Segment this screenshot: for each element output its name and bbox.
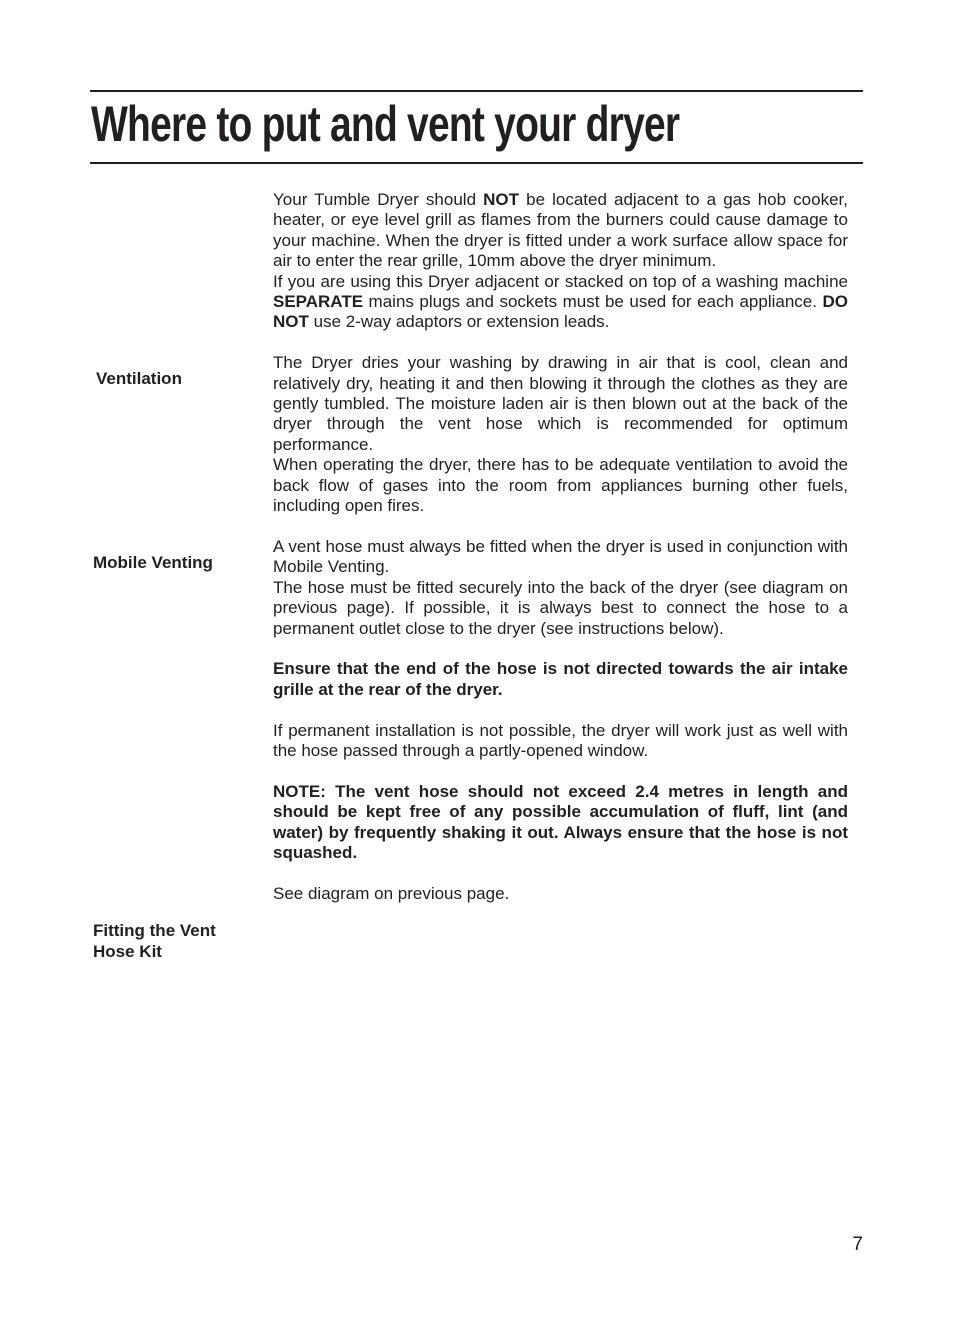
title-bottom-rule	[90, 162, 863, 164]
emphasis-separate: SEPARATE	[273, 292, 364, 312]
heading-fitting-line-1: Fitting the Vent	[93, 921, 216, 940]
emphasis-do-not: DO NOT	[273, 292, 848, 332]
mobile-venting-paragraph-3: If permanent installation is not possible, the dryer will work just as well with the hose passed through a partly-opened window.	[273, 720, 848, 760]
intro-text: mains plugs and sockets must be used for each appliance.	[363, 292, 823, 312]
mobile-venting-warning: Ensure that the end of the hose is not directed towards the air intake grille at the rear of the dryer.	[273, 659, 848, 699]
intro-text: Your Tumble Dryer should	[273, 190, 484, 209]
ventilation-paragraph-2: When operating the dryer, there has to be adequate ventilation to avoid the back flow of gases into the room from appliances burning other fuels, including open fires.	[273, 455, 848, 516]
page-title: Where to put and vent your dryer	[91, 96, 680, 152]
title-top-rule	[90, 90, 863, 92]
mobile-venting-note: NOTE: The vent hose should not exceed 2.4 metres in length and should be kept free of any possible accumulation of fluff, lint (and water) by frequently shaking it out. Always ensure that the hose is not squashed.	[273, 781, 848, 862]
intro-text: use 2-way adaptors or extension leads.	[308, 312, 610, 332]
heading-fitting-line-2: Hose Kit	[93, 941, 162, 961]
mobile-venting-paragraph-2: The hose must be fitted securely into the back of the dryer (see diagram on previous page). If possible, it is always best to connect the hose to a permanent outlet close to the dryer (see instructions below).	[273, 577, 848, 638]
intro-text: be located adjacent to a gas hob cooker, heater, or eye level grill as flames from the burners could cause damage to your machine. When the dryer is fitted under a work surface allow space for air to enter the rear grille, 10mm above the dryer minimum.	[273, 190, 848, 271]
ventilation-paragraph-1: The Dryer dries your washing by drawing in air that is cool, clean and relatively dry, heating it and then blowing it through the clothes as they are gently tumbled. The moisture laden air is then blown out at the back of the dryer through the vent hose which is recommended for optimum performance.	[273, 353, 848, 454]
mobile-venting-paragraph-1: A vent hose must always be fitted when the dryer is used in conjunction with Mobile Venting.	[273, 536, 848, 577]
heading-mobile-venting: Mobile Venting	[93, 553, 213, 572]
heading-ventilation: Ventilation	[96, 369, 182, 388]
page-number: 7	[852, 1234, 863, 1255]
intro-paragraph-2	[273, 272, 848, 333]
emphasis-not: NOT	[483, 190, 520, 209]
body-column	[273, 190, 848, 904]
intro-text: If you are using this Dryer adjacent or stacked on top of a washing machine	[273, 271, 848, 291]
heading-fitting-vent-hose-kit	[93, 921, 253, 962]
intro-paragraph-1	[273, 190, 848, 272]
fitting-paragraph: See diagram on previous page.	[273, 883, 510, 903]
